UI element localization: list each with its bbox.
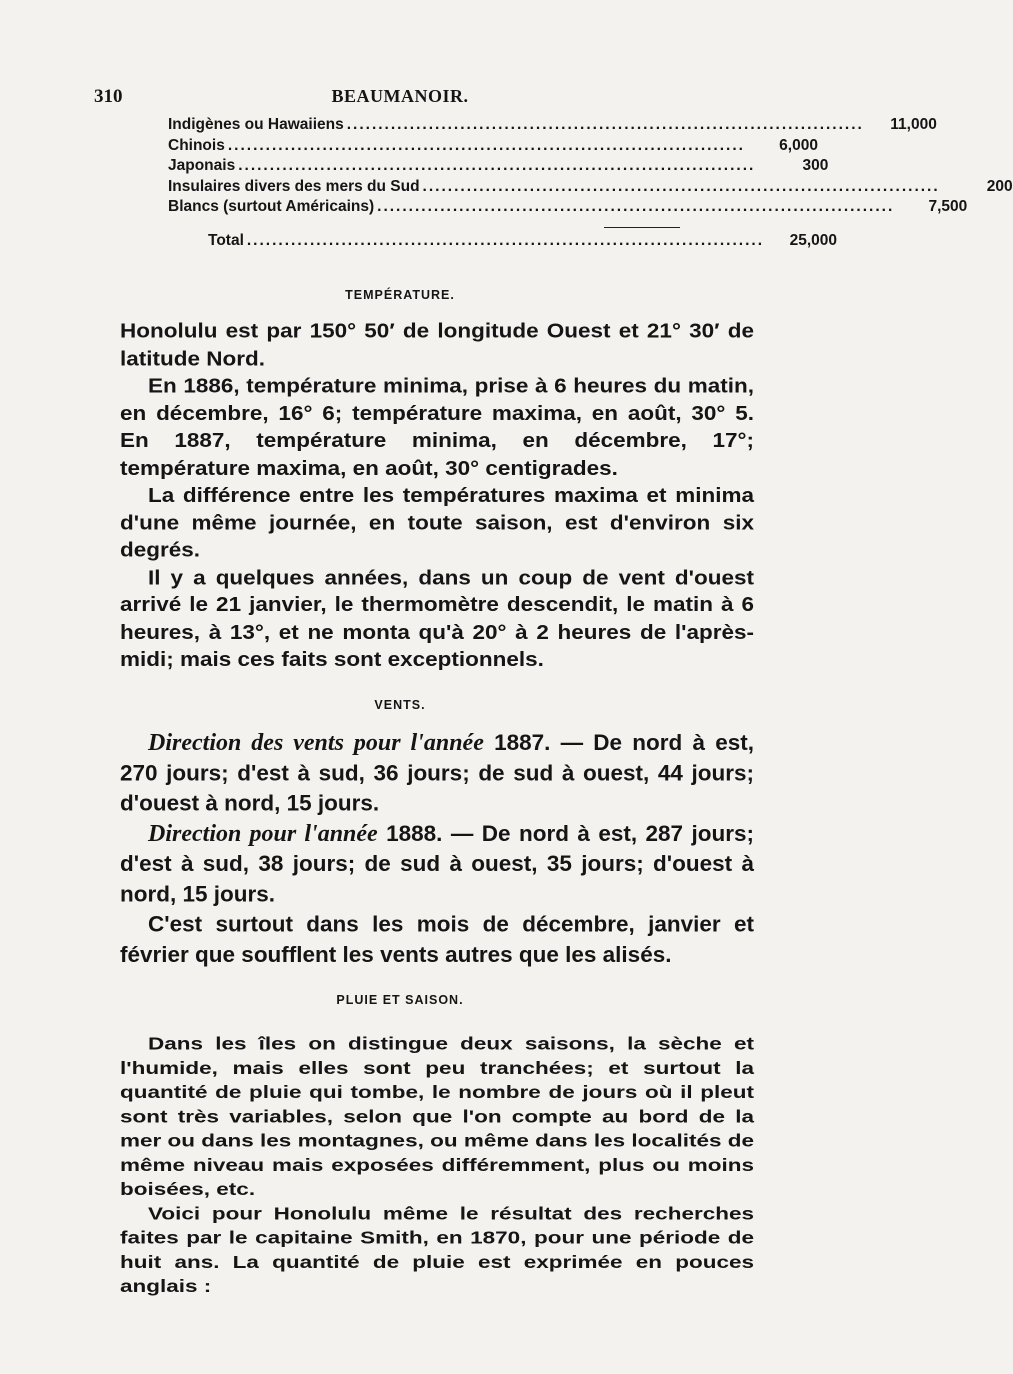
paragraph: Dans les îles on distingue deux saisons, la sèche et l'humide, mais elles sont peu tranchées; et surtout la quantité de pluie qui tombe, le nombre de jours où il pleut sont très variables, selon que l'on compte au bord de la mer ou dans les montagnes, ou même dans les localités de même niveau mais exposées différemment, plus ou moins boisées, etc.: [120, 1033, 754, 1199]
population-table: [168, 116, 1013, 249]
total-rule: [604, 227, 680, 228]
paragraph: [120, 728, 754, 819]
row-value: 200: [986, 177, 1013, 195]
row-value: 11,000: [890, 116, 937, 133]
paragraph-text: 1887. — De nord à est, 270 jours; d'est à sud, 36 jours; de sud à ouest, 44 jours; d'ouest à nord, 15 jours.: [120, 729, 754, 816]
paragraph-text: 1888. — De nord à est, 287 jours; d'est à sud, 38 jours; de sud à ouest, 35 jours; d'ouest à nord, 15 jours.: [120, 820, 754, 907]
row-label: Insulaires divers des mers du Sud: [168, 177, 420, 195]
row-value: 6,000: [779, 136, 818, 154]
dot-leader: ..................................................................................: [377, 198, 895, 215]
paragraph: Voici pour Honolulu même le résultat des recherches faites par le capitaine Smith, en 1870, pour une période de huit ans. La quantité de pluie est exprimée en pouces anglais :: [120, 1203, 754, 1296]
temperature-section: [120, 318, 754, 674]
italic-phrase: Direction pour l'année: [148, 820, 378, 847]
table-row: [168, 177, 1013, 199]
rain-section: [120, 1032, 754, 1299]
paragraph: Il y a quelques années, dans un coup de vent d'ouest arrivé le 21 janvier, le thermomètre descendit, le matin à 6 heures, à 13°, et ne monta qu'à 20° à 2 heures de l'après-midi; mais ces faits sont exceptionnels.: [120, 565, 754, 671]
running-title: BEAUMANOIR.: [331, 86, 469, 106]
paragraph: La différence entre les températures maxima et minima d'une même journée, en toute saison, est d'environ six degrés.: [120, 483, 754, 562]
section-title-rain: PLUIE ET SAISON.: [336, 993, 464, 1007]
paragraph: En 1886, température minima, prise à 6 heures du matin, en décembre, 16° 6; température maxima, en août, 30° 5. En 1887, température minima, en décembre, 17°; température maxima, en août, 30° centigrades.: [120, 374, 754, 479]
italic-phrase: Direction des vents pour l'année: [148, 729, 484, 756]
section-title-temperature: TEMPÉRATURE.: [345, 288, 455, 302]
total-row: [208, 232, 837, 253]
page-number: 310: [94, 86, 123, 107]
table-row: [168, 198, 968, 219]
row-label: Indigènes ou Hawaiiens: [168, 116, 344, 133]
row-label: Blancs (surtout Américains): [168, 198, 375, 215]
row-value: 7,500: [928, 198, 968, 215]
row-value: 300: [802, 157, 829, 174]
dot-leader: ..................................................................................: [422, 177, 940, 195]
table-row: [168, 136, 818, 158]
table-row: [168, 116, 937, 137]
dot-leader: ..................................................................................: [227, 136, 745, 154]
dot-leader: ..................................................................................: [246, 232, 764, 249]
table-row: [168, 157, 829, 178]
row-label: Chinois: [168, 136, 225, 154]
winds-section: [120, 728, 754, 970]
paragraph: Honolulu est par 150° 50′ de longitude Ouest et 21° 30′ de latitude Nord.: [120, 319, 754, 370]
paragraph: C'est surtout dans les mois de décembre, janvier et février que soufflent les vents autres que les alisés.: [120, 911, 754, 967]
dot-leader: ..................................................................................: [238, 157, 756, 174]
total-label: Total: [208, 232, 244, 249]
dot-leader: ..................................................................................: [346, 116, 864, 133]
row-label: Japonais: [168, 157, 236, 174]
section-title-winds: VENTS.: [374, 698, 426, 712]
paragraph: [120, 819, 754, 910]
running-head: [0, 86, 800, 112]
total-value: 25,000: [789, 232, 837, 249]
